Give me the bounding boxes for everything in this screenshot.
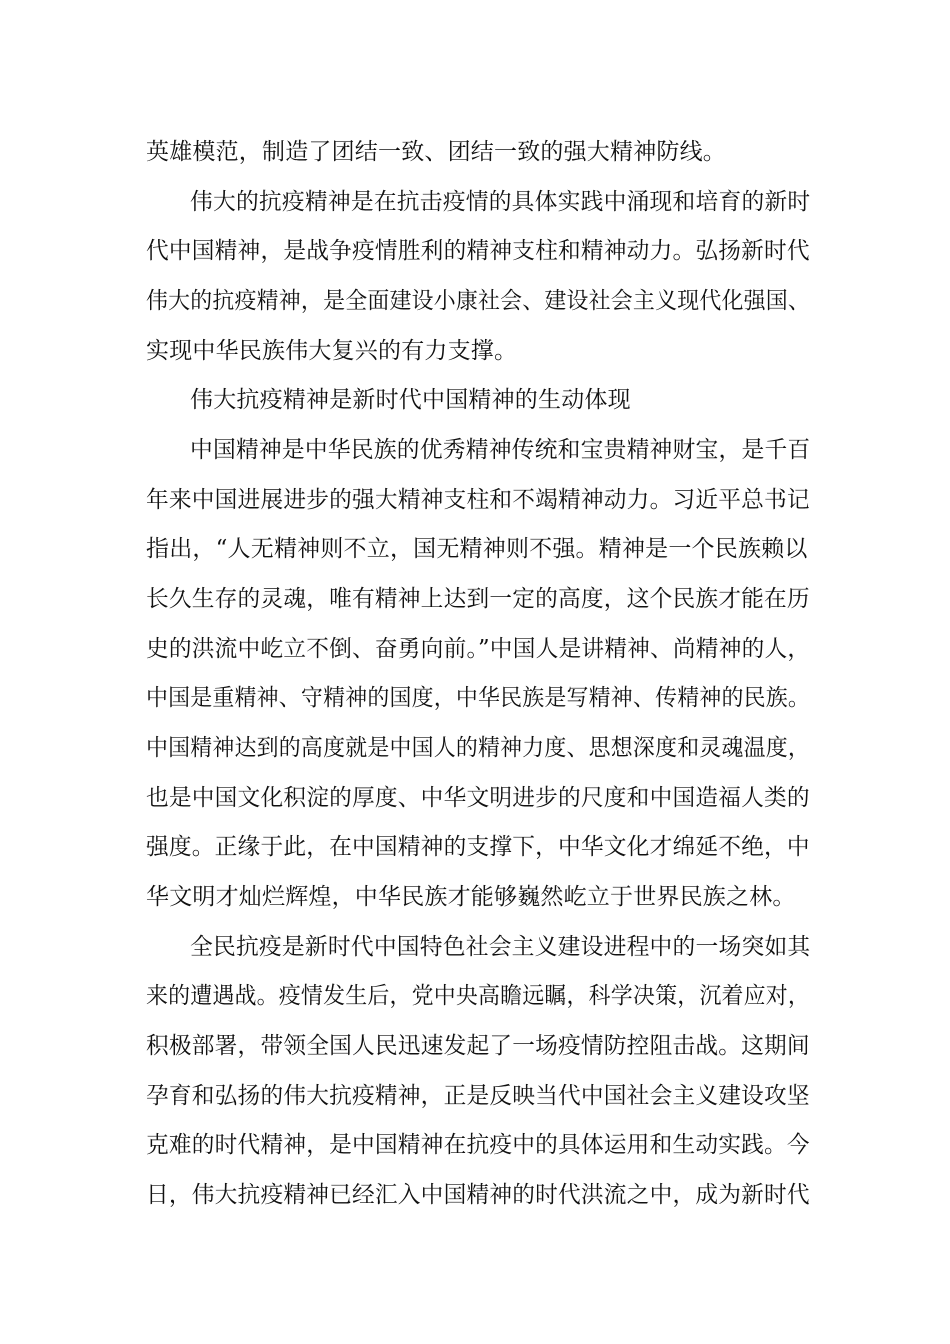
text-line: 英雄模范，制造了团结一致、团结一致的强大精神防线。 <box>146 139 726 165</box>
text-line: 中国是重精神、守精神的国度，中华民族是写精神、传精神的民族。 <box>146 685 810 711</box>
text-line: 强度。正缘于此，在中国精神的支撑下，中华文化才绵延不绝，中 <box>146 834 810 860</box>
text-line: 实现中华民族伟大复兴的有力支撑。 <box>146 338 518 364</box>
text-line: 代中国精神，是战争疫情胜利的精神支柱和精神动力。弘扬新时代 <box>146 238 810 264</box>
text-line: 伟大的抗疫精神，是全面建设小康社会、建设社会主义现代化强国、 <box>146 288 810 314</box>
paragraph-start-line: 伟大的抗疫精神是在抗击疫情的具体实践中涌现和培育的新时 <box>190 189 811 215</box>
text-line: 年来中国进展进步的强大精神支柱和不竭精神动力。习近平总书记 <box>146 487 810 513</box>
text-line: 也是中国文化积淀的厚度、中华文明进步的尺度和中国造福人类的 <box>146 785 810 811</box>
text-line: 克难的时代精神，是中国精神在抗疫中的具体运用和生动实践。今 <box>146 1132 810 1158</box>
text-line: 华文明才灿烂辉煌，中华民族才能够巍然屹立于世界民族之林。 <box>146 884 796 910</box>
paragraph-start-line: 全民抗疫是新时代中国特色社会主义建设进程中的一场突如其 <box>190 934 811 960</box>
text-line: 史的洪流中屹立不倒、奋勇向前。”中国人是讲精神、尚精神的人， <box>146 636 811 662</box>
text-line: 来的遭遇战。疫情发生后，党中央高瞻远瞩，科学决策，沉着应对， <box>146 983 810 1009</box>
text-line: 孕育和弘扬的伟大抗疫精神，正是反映当代中国社会主义建设攻坚 <box>146 1083 810 1109</box>
paragraph-start-line: 中国精神是中华民族的优秀精神传统和宝贵精神财宝，是千百 <box>190 437 811 463</box>
text-line: 积极部署，带领全国人民迅速发起了一场疫情防控阻击战。这期间 <box>146 1033 810 1059</box>
text-line: 日，伟大抗疫精神已经汇入中国精神的时代洪流之中，成为新时代 <box>146 1182 810 1208</box>
text-line: 中国精神达到的高度就是中国人的精神力度、思想深度和灵魂温度， <box>146 735 810 761</box>
text-line: 长久生存的灵魂，唯有精神上达到一定的高度，这个民族才能在历 <box>146 586 810 612</box>
text-line: 指出，“人无精神则不立，国无精神则不强。精神是一个民族赖以 <box>146 536 808 562</box>
section-heading: 伟大抗疫精神是新时代中国精神的生动体现 <box>190 387 631 413</box>
